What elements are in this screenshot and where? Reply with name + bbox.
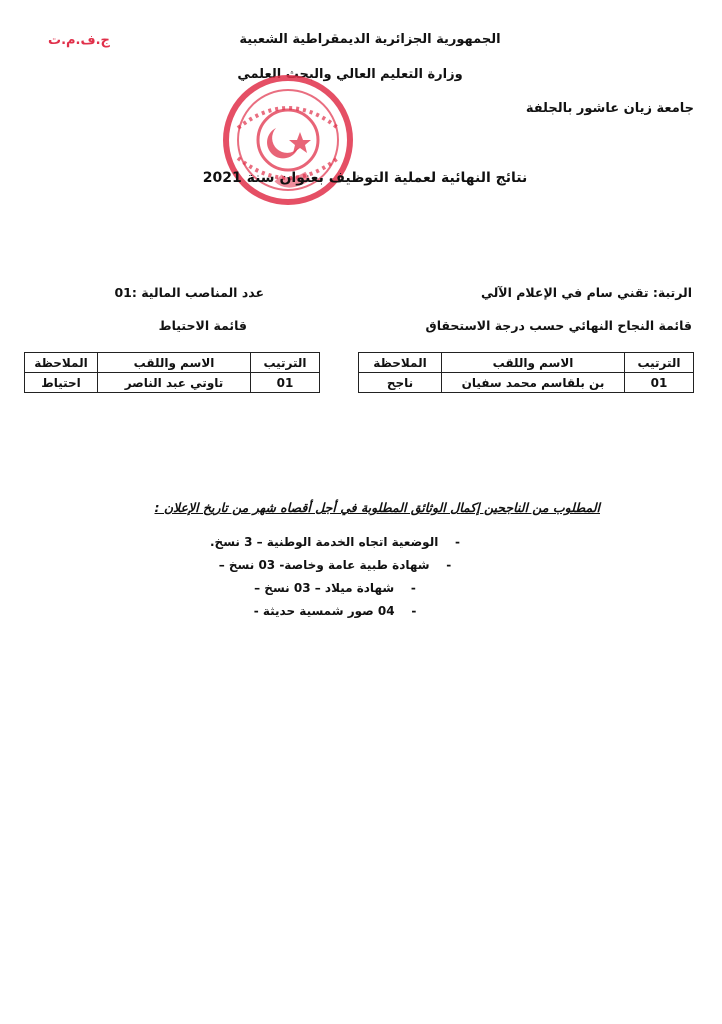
document-item-text: الوضعية اتجاه الخدمة الوطنية – 3 نسخ. [209, 535, 439, 549]
dash-marker: - [429, 558, 452, 572]
column-header-rank: الترتيب [625, 353, 694, 373]
rank-label: الرتبة: تقني سام في الإعلام الآلي [480, 285, 692, 300]
corner-mark: ج.ف.م.ت [48, 33, 110, 48]
requirements-heading: المطلوب من الناجحين إكمال الوثائق المطلوبة في أجل أقصاه شهر من تاريخ الإعلان : [154, 500, 600, 515]
column-header-name: الاسم واللقب [442, 353, 625, 373]
table-row [25, 373, 320, 393]
table-header-row [359, 353, 694, 373]
final-results-table [358, 352, 694, 393]
table-row [359, 373, 694, 393]
dash-marker: - [394, 581, 416, 595]
budget-posts-label: عدد المناصب المالية :01 [114, 285, 264, 300]
ministry-header: وزارة التعليم العالي والبحث العلمي [237, 67, 463, 82]
required-documents-list [180, 535, 490, 627]
reserve-list-heading: قائمة الاحتياط [158, 318, 247, 333]
document-title: نتائج النهائية لعملية التوظيف بعنوان سنة 2021 [202, 170, 528, 186]
republic-header: الجمهورية الجزائرية الديمقراطية الشعبية [239, 32, 501, 47]
dash-marker: - [394, 604, 417, 618]
official-stamp-icon [218, 68, 358, 213]
column-header-name: الاسم واللقب [98, 353, 251, 373]
dash-marker: - [438, 535, 461, 549]
cell-note: ناجح [359, 373, 442, 393]
list-item [180, 558, 490, 581]
list-item [180, 604, 490, 627]
final-list-heading: قائمة النجاح النهائي حسب درجة الاستحقاق [425, 318, 692, 333]
list-item [180, 581, 490, 604]
cell-rank: 01 [625, 373, 694, 393]
column-header-note: الملاحظة [25, 353, 98, 373]
document-item-text: شهادة ميلاد – 03 نسخ – [254, 581, 395, 595]
table-header-row [25, 353, 320, 373]
column-header-rank: الترتيب [251, 353, 320, 373]
reserve-table [24, 352, 320, 393]
cell-name: بن بلقاسم محمد سفيان [442, 373, 625, 393]
document-item-text: 04 صور شمسية حديثة - [253, 604, 395, 618]
university-name: جامعة زيان عاشور بالجلفة [525, 101, 694, 116]
list-item [180, 535, 490, 558]
cell-note: احتياط [25, 373, 98, 393]
cell-rank: 01 [251, 373, 320, 393]
column-header-note: الملاحظة [359, 353, 442, 373]
cell-name: تاوتي عبد الناصر [98, 373, 251, 393]
document-item-text: شهادة طبية عامة وخاصة- 03 نسخ – [218, 558, 430, 572]
